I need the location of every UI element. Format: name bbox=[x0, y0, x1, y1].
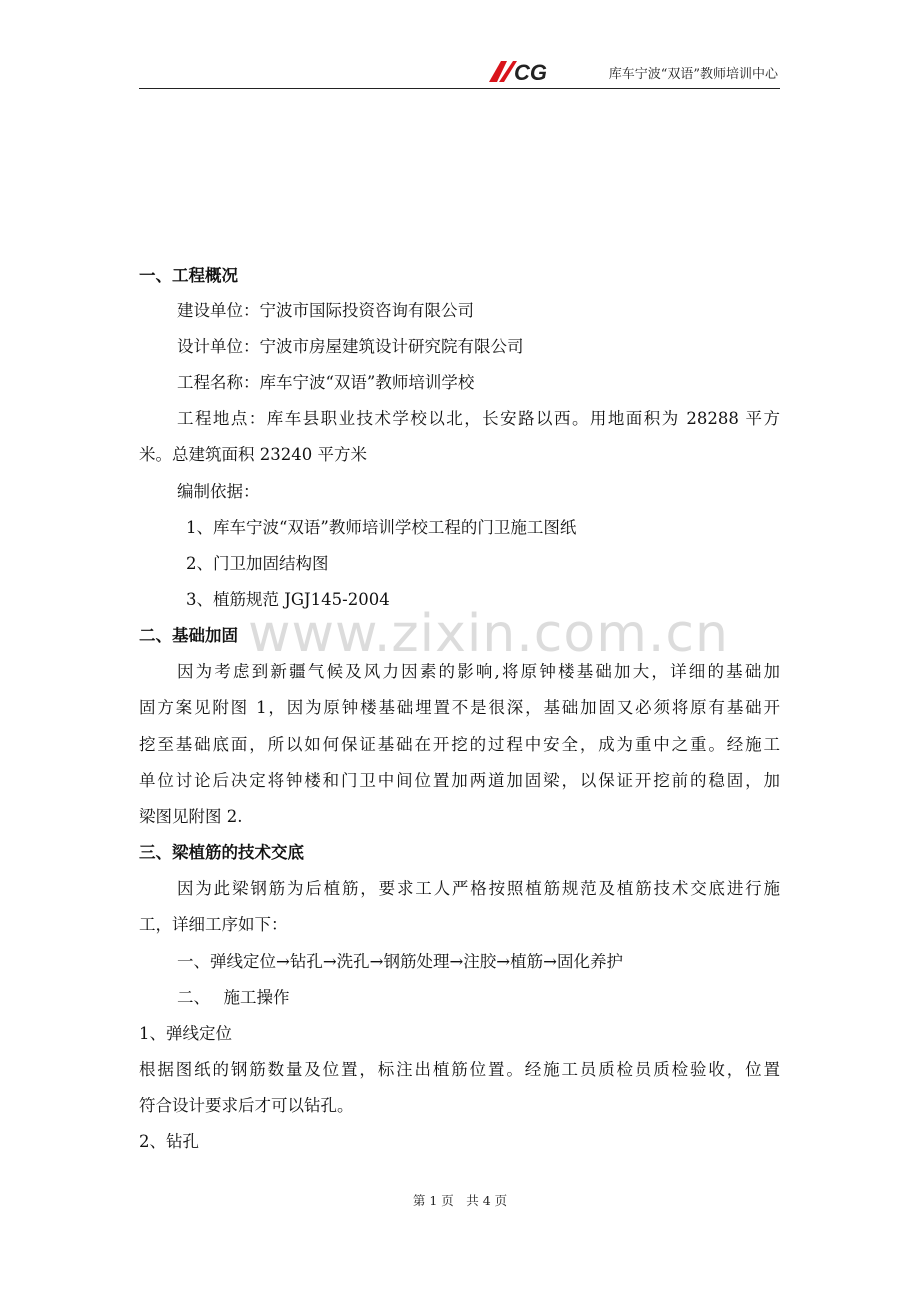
header-title: 库车宁波“双语”教师培训中心 bbox=[608, 67, 778, 82]
page-header bbox=[139, 52, 780, 89]
section-2-line-3: 挖至基础底面，所以如何保证基础在开挖的过程中安全，成为重中之重。经施工 bbox=[139, 735, 780, 754]
section-2-title: 二、基础加固 bbox=[139, 626, 238, 645]
section-1-title: 一、工程概况 bbox=[139, 266, 238, 285]
location-line-2: 米。总建筑面积 23240 平方米 bbox=[139, 445, 367, 464]
basis-item-3: 3、植筋规范 JGJ145-2004 bbox=[186, 590, 390, 609]
project-name-line: 工程名称：库车宁波“双语”教师培训学校 bbox=[177, 373, 475, 392]
step-1-line-1: 根据图纸的钢筋数量及位置，标注出植筋位置。经施工员质检员质检验收，位置 bbox=[139, 1060, 780, 1079]
step-2-title: 2、钻孔 bbox=[139, 1132, 199, 1151]
section-2-line-2: 固方案见附图 1，因为原钟楼基础埋置不是很深，基础加固又必须将原有基础开 bbox=[139, 698, 780, 717]
ncg-logo bbox=[487, 58, 559, 84]
procedure-line: 一、弹线定位→钻孔→洗孔→钢筋处理→注胶→植筋→固化养护 bbox=[177, 952, 623, 971]
step-1-title: 1、弹线定位 bbox=[139, 1024, 232, 1043]
designer-line: 设计单位：宁波市房屋建筑设计研究院有限公司 bbox=[177, 337, 524, 356]
page-footer: 第 1 页 共 4 页 bbox=[412, 1193, 508, 1208]
section-3-line-2: 工，详细工序如下： bbox=[139, 915, 288, 934]
section-2-line-5: 梁图见附图 2. bbox=[139, 807, 243, 826]
owner-line: 建设单位：宁波市国际投资咨询有限公司 bbox=[177, 301, 474, 320]
operation-title: 二、 施工操作 bbox=[177, 988, 290, 1007]
section-2-line-4: 单位讨论后决定将钟楼和门卫中间位置加两道加固梁，以保证开挖前的稳固，加 bbox=[139, 771, 780, 790]
logo-letters: CG bbox=[514, 60, 547, 84]
section-3-title: 三、梁植筋的技术交底 bbox=[139, 843, 304, 862]
section-2-line-1: 因为考虑到新疆气候及风力因素的影响,将原钟楼基础加大，详细的基础加 bbox=[177, 662, 780, 681]
step-1-line-2: 符合设计要求后才可以钻孔。 bbox=[139, 1096, 354, 1115]
basis-item-2: 2、门卫加固结构图 bbox=[186, 554, 329, 573]
watermark: www.zixin.com.cn bbox=[248, 604, 729, 664]
location-line-1: 工程地点：库车县职业技术学校以北，长安路以西。用地面积为 28288 平方 bbox=[177, 409, 780, 428]
basis-item-1: 1、库车宁波“双语”教师培训学校工程的门卫施工图纸 bbox=[186, 518, 577, 537]
basis-title: 编制依据： bbox=[177, 482, 260, 501]
section-3-line-1: 因为此梁钢筋为后植筋，要求工人严格按照植筋规范及植筋技术交底进行施 bbox=[177, 879, 780, 898]
